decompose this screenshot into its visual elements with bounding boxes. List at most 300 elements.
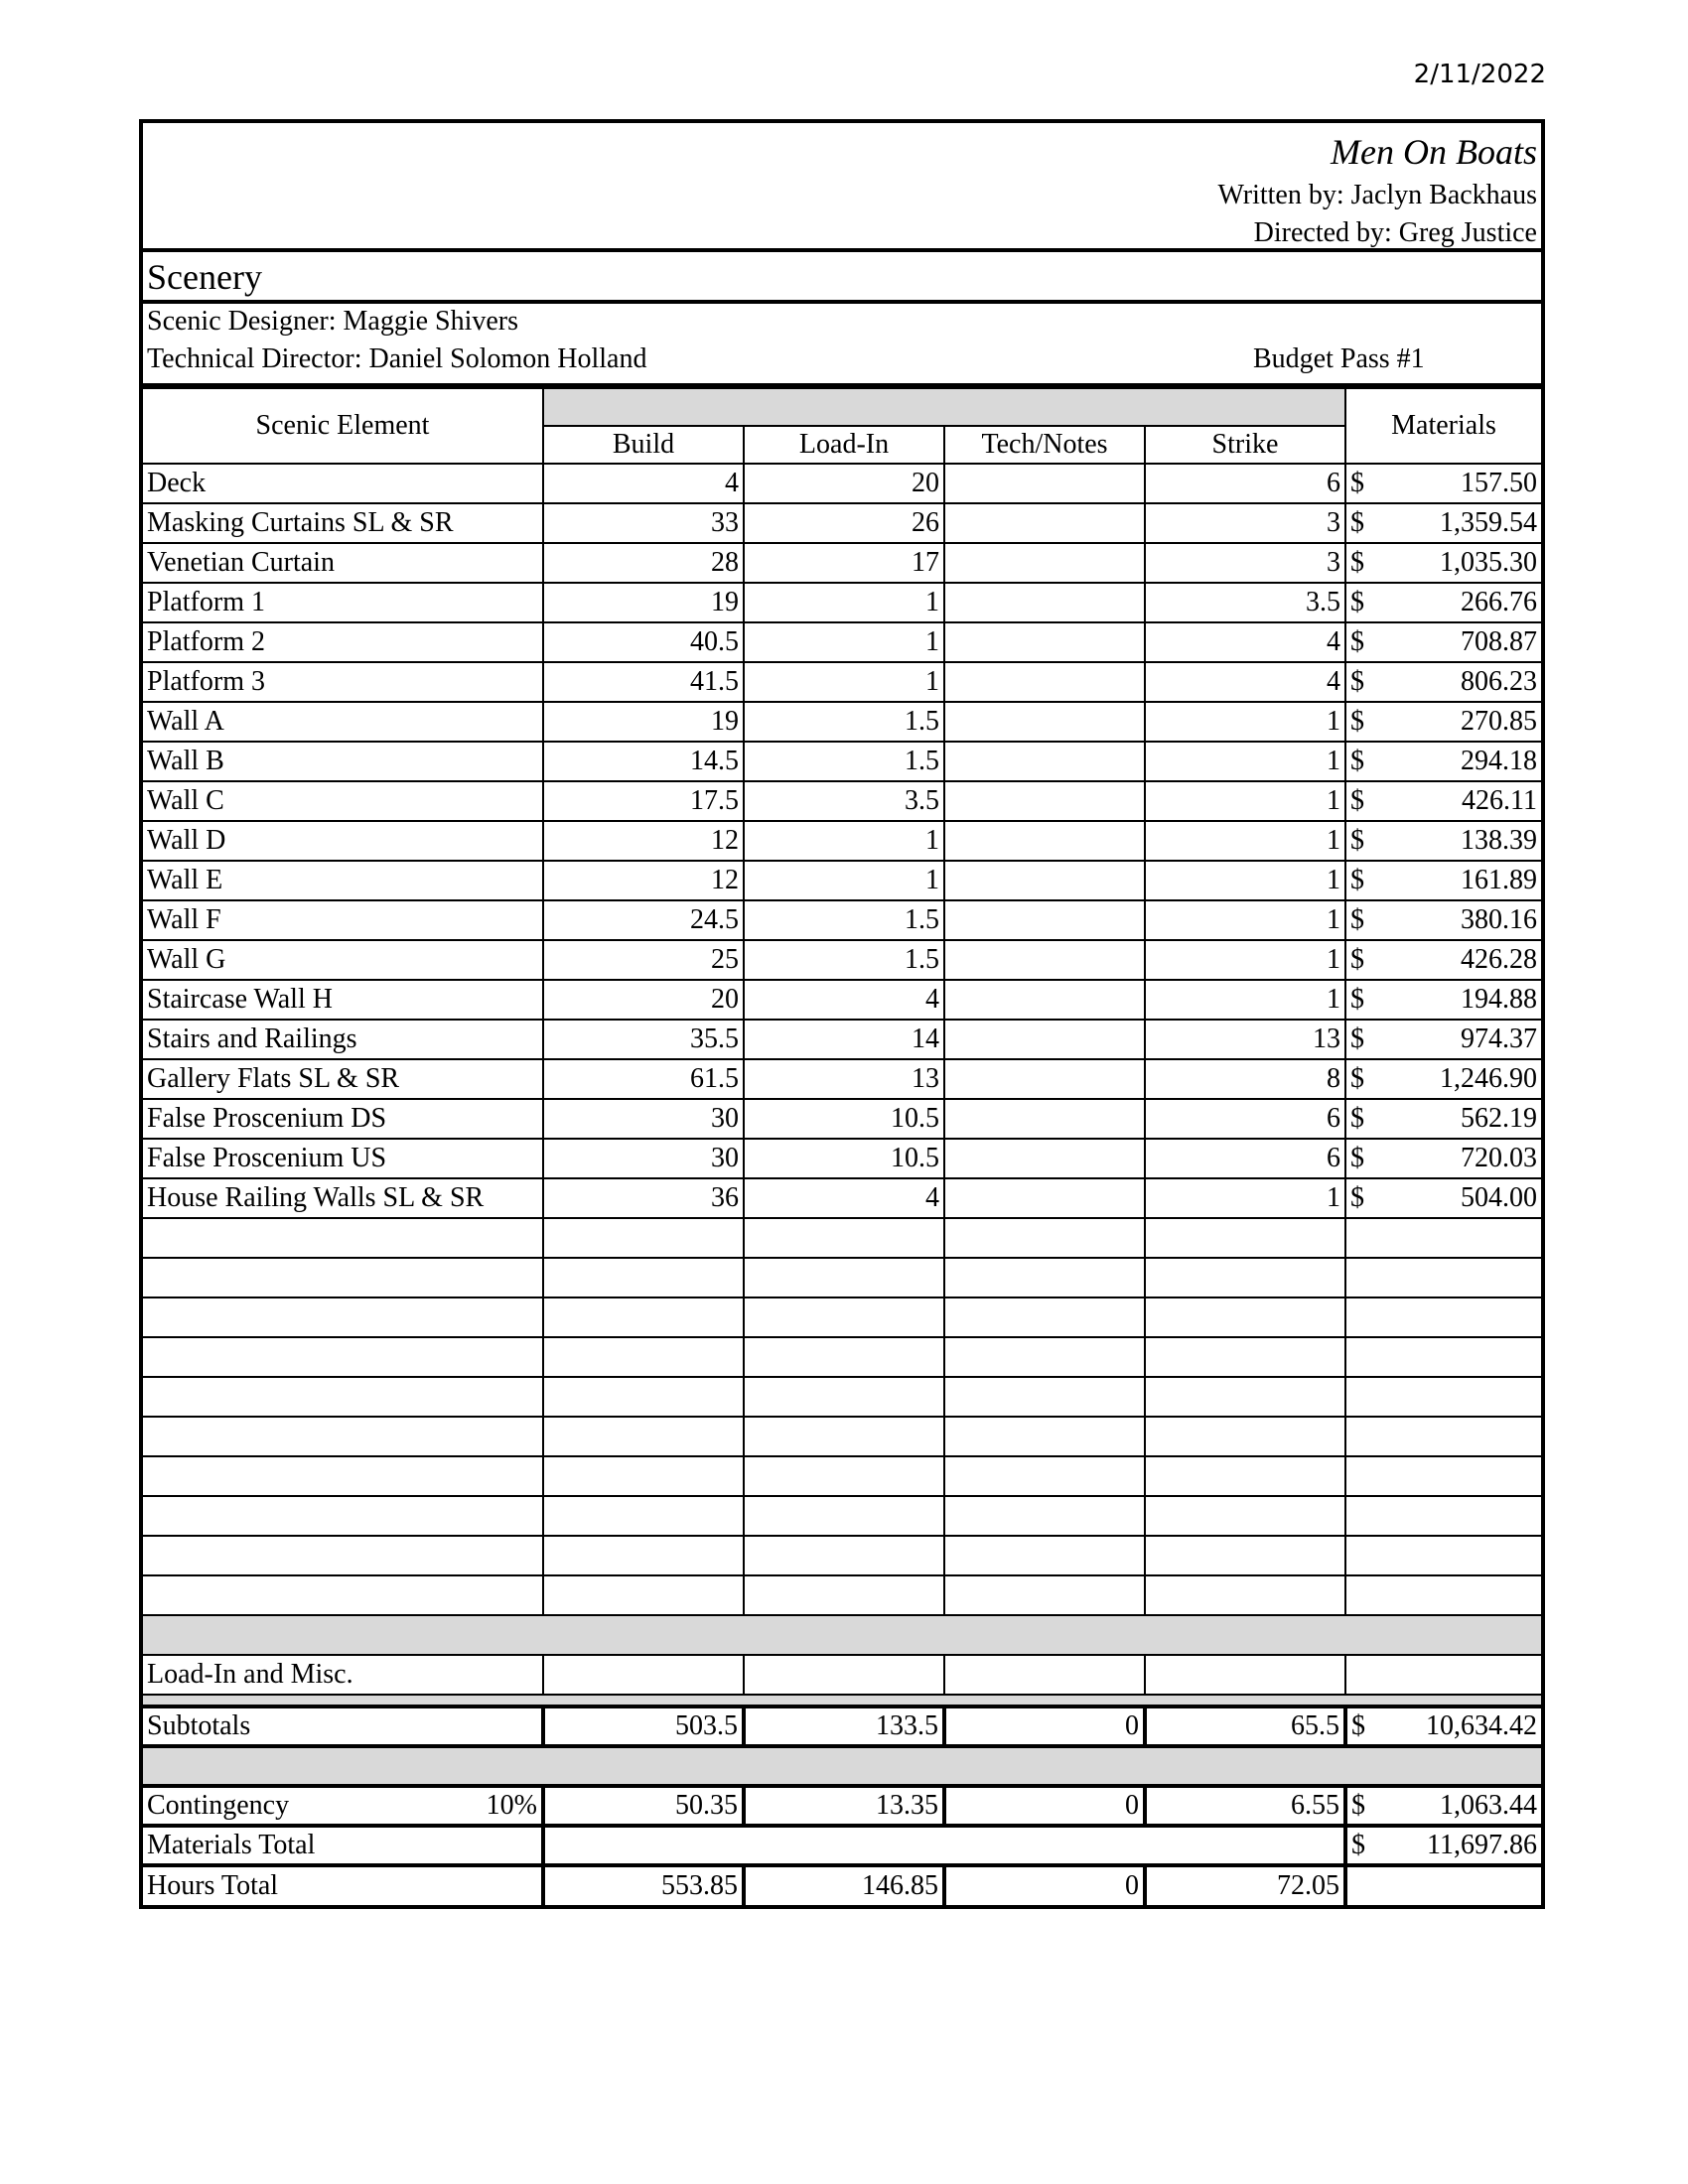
build-hours: 12	[543, 861, 744, 900]
blank-cell	[1345, 1456, 1541, 1496]
table-row	[143, 622, 1541, 662]
build-hours: 35.5	[543, 1020, 744, 1059]
currency-symbol: $	[1350, 1063, 1364, 1094]
currency-symbol: $	[1350, 1182, 1364, 1213]
blank-cell	[1345, 1337, 1541, 1377]
materials-cell	[1345, 1826, 1541, 1865]
currency-symbol: $	[1350, 626, 1364, 657]
tech-notes	[944, 1099, 1145, 1139]
header-strike: Strike	[1145, 426, 1345, 464]
blank-cell	[143, 1496, 543, 1536]
tech-notes	[944, 742, 1145, 781]
document-date: 2/11/2022	[1413, 60, 1546, 89]
element-name: Stairs and Railings	[143, 1020, 543, 1059]
materials-cell	[1345, 583, 1541, 622]
materials-value: 138.39	[1461, 825, 1537, 856]
strike-hours: 13	[1145, 1020, 1345, 1059]
materials-value: 708.87	[1461, 626, 1537, 657]
blank-cell	[744, 1417, 944, 1456]
load-in-hours: 17	[744, 543, 944, 583]
table-row	[143, 742, 1541, 781]
blank-row	[143, 1377, 1541, 1417]
table-row	[143, 980, 1541, 1020]
blank-cell	[944, 1377, 1145, 1417]
tech-notes	[944, 543, 1145, 583]
build-hours: 30	[543, 1099, 744, 1139]
subtotal-tech: 0	[944, 1706, 1145, 1746]
element-name: False Proscenium US	[143, 1139, 543, 1178]
tech-notes	[944, 781, 1145, 821]
strike-hours: 4	[1145, 662, 1345, 702]
technical-director: Technical Director: Daniel Solomon Holland	[147, 343, 647, 374]
blank-cell	[1345, 1865, 1541, 1905]
blank-cell	[1345, 1536, 1541, 1575]
load-in-hours: 1	[744, 622, 944, 662]
build-hours: 12	[543, 821, 744, 861]
currency-symbol: $	[1350, 547, 1364, 578]
build-hours: 28	[543, 543, 744, 583]
build-hours: 40.5	[543, 622, 744, 662]
blank-cell	[143, 1218, 543, 1258]
build-hours: 14.5	[543, 742, 744, 781]
element-name: Gallery Flats SL & SR	[143, 1059, 543, 1099]
blank-cell	[944, 1337, 1145, 1377]
materials-value: 504.00	[1461, 1182, 1537, 1213]
element-name: Deck	[143, 464, 543, 503]
element-name: Wall B	[143, 742, 543, 781]
table-row	[143, 821, 1541, 861]
load-in-hours: 20	[744, 464, 944, 503]
strike-hours: 4	[1145, 622, 1345, 662]
blank-cell	[143, 1297, 543, 1337]
table-row	[143, 464, 1541, 503]
materials-cell	[1345, 742, 1541, 781]
element-name: Wall D	[143, 821, 543, 861]
tech-notes	[944, 980, 1145, 1020]
blank-cell	[543, 1297, 744, 1337]
blank-cell	[1345, 1575, 1541, 1615]
currency-symbol: $	[1350, 944, 1364, 975]
tech-notes	[944, 1059, 1145, 1099]
table-row	[143, 662, 1541, 702]
materials-cell	[1345, 1178, 1541, 1218]
table-row	[143, 900, 1541, 940]
blank-cell	[944, 1456, 1145, 1496]
strike-hours: 1	[1145, 861, 1345, 900]
blank-cell	[1145, 1536, 1345, 1575]
gray-band	[143, 1695, 1541, 1706]
contingency-percent: 10%	[486, 1790, 537, 1821]
blank-cell	[744, 1377, 944, 1417]
blank-cell	[1145, 1337, 1345, 1377]
blank-row	[143, 1456, 1541, 1496]
currency-symbol: $	[1351, 1830, 1365, 1860]
play-title: Men On Boats	[1331, 132, 1537, 172]
table-row	[143, 583, 1541, 622]
load-in-misc-row	[143, 1655, 1541, 1695]
tech-notes	[944, 503, 1145, 543]
blank-cell	[1145, 1417, 1345, 1456]
materials-value: 10,634.42	[1426, 1710, 1537, 1741]
load-in-hours: 1.5	[744, 900, 944, 940]
materials-cell	[1345, 622, 1541, 662]
materials-value: 806.23	[1461, 666, 1537, 697]
blank-cell	[543, 1456, 744, 1496]
element-name: Venetian Curtain	[143, 543, 543, 583]
strike-hours: 6	[1145, 1099, 1345, 1139]
table-row	[143, 940, 1541, 980]
header-load-in: Load-In	[744, 426, 944, 464]
currency-symbol: $	[1351, 1790, 1365, 1821]
blank-cell	[944, 1258, 1145, 1297]
gray-band	[143, 1746, 1541, 1786]
table-row	[143, 1178, 1541, 1218]
currency-symbol: $	[1350, 706, 1364, 737]
contingency-load-in: 13.35	[744, 1786, 944, 1826]
load-in-hours: 26	[744, 503, 944, 543]
blank-cell	[744, 1536, 944, 1575]
build-hours: 19	[543, 702, 744, 742]
materials-value: 1,359.54	[1440, 507, 1537, 538]
materials-value: 194.88	[1461, 984, 1537, 1015]
blank-cell	[543, 1496, 744, 1536]
strike-hours: 1	[1145, 900, 1345, 940]
element-name: Wall E	[143, 861, 543, 900]
table-row	[143, 861, 1541, 900]
blank-row	[143, 1258, 1541, 1297]
materials-cell	[1345, 662, 1541, 702]
load-in-hours: 14	[744, 1020, 944, 1059]
element-name: Staircase Wall H	[143, 980, 543, 1020]
blank-cell	[1345, 1297, 1541, 1337]
contingency-label: Contingency	[147, 1790, 290, 1821]
scenic-designer: Scenic Designer: Maggie Shivers	[147, 306, 519, 337]
tech-notes	[944, 702, 1145, 742]
blank-cell	[1145, 1575, 1345, 1615]
strike-hours: 6	[1145, 464, 1345, 503]
blank-cell	[744, 1655, 944, 1695]
tech-notes	[944, 900, 1145, 940]
contingency-tech: 0	[944, 1786, 1145, 1826]
materials-value: 1,246.90	[1440, 1063, 1537, 1094]
blank-cell	[1145, 1496, 1345, 1536]
blank-cell	[744, 1258, 944, 1297]
currency-symbol: $	[1350, 984, 1364, 1015]
blank-cell	[944, 1575, 1145, 1615]
materials-cell	[1345, 980, 1541, 1020]
blank-cell	[944, 1536, 1145, 1575]
element-name: False Proscenium DS	[143, 1099, 543, 1139]
header-gray-band	[543, 388, 1345, 426]
contingency-cell	[143, 1786, 543, 1826]
materials-cell	[1345, 503, 1541, 543]
contingency-row	[143, 1786, 1541, 1826]
materials-value: 426.11	[1462, 785, 1537, 816]
build-hours: 25	[543, 940, 744, 980]
currency-symbol: $	[1350, 1103, 1364, 1134]
blank-cell	[1345, 1655, 1541, 1695]
load-in-hours: 1	[744, 821, 944, 861]
blank-cell	[1145, 1655, 1345, 1695]
currency-symbol: $	[1350, 825, 1364, 856]
table-row	[143, 1059, 1541, 1099]
table-row	[143, 1139, 1541, 1178]
blank-cell	[543, 1536, 744, 1575]
materials-value: 974.37	[1461, 1024, 1537, 1054]
materials-value: 294.18	[1461, 746, 1537, 776]
hours-total-row	[143, 1865, 1541, 1905]
blank-cell	[1345, 1258, 1541, 1297]
subtotal-strike: 65.5	[1145, 1706, 1345, 1746]
blank-cell	[944, 1218, 1145, 1258]
blank-cell	[744, 1218, 944, 1258]
blank-row	[143, 1297, 1541, 1337]
element-name: Wall C	[143, 781, 543, 821]
subtotals-label: Subtotals	[143, 1706, 543, 1746]
load-in-hours: 4	[744, 980, 944, 1020]
materials-value: 266.76	[1461, 587, 1537, 617]
materials-value: 161.89	[1461, 865, 1537, 895]
strike-hours: 1	[1145, 742, 1345, 781]
strike-hours: 3.5	[1145, 583, 1345, 622]
blank-cell	[543, 1258, 744, 1297]
tech-notes	[944, 821, 1145, 861]
header-row-top	[143, 388, 1541, 426]
hours-total-build: 553.85	[543, 1865, 744, 1905]
blank-cell	[944, 1297, 1145, 1337]
tech-notes	[944, 1020, 1145, 1059]
blank-cell	[944, 1496, 1145, 1536]
hours-total-strike: 72.05	[1145, 1865, 1345, 1905]
gray-separator	[143, 1746, 1541, 1786]
hours-total-label: Hours Total	[143, 1865, 543, 1905]
build-hours: 4	[543, 464, 744, 503]
materials-value: 157.50	[1461, 468, 1537, 498]
load-in-hours: 1.5	[744, 742, 944, 781]
tech-notes	[944, 464, 1145, 503]
blank-cell	[744, 1456, 944, 1496]
subtotal-build: 503.5	[543, 1706, 744, 1746]
build-hours: 17.5	[543, 781, 744, 821]
currency-symbol: $	[1350, 507, 1364, 538]
header-build: Build	[543, 426, 744, 464]
strike-hours: 3	[1145, 543, 1345, 583]
blank-row	[143, 1496, 1541, 1536]
blank-cell	[143, 1258, 543, 1297]
blank-cell	[143, 1456, 543, 1496]
load-in-hours: 1	[744, 583, 944, 622]
currency-symbol: $	[1350, 1024, 1364, 1054]
strike-hours: 6	[1145, 1139, 1345, 1178]
materials-cell	[1345, 1059, 1541, 1099]
blank-cell	[143, 1417, 543, 1456]
currency-symbol: $	[1350, 904, 1364, 935]
tech-notes	[944, 1139, 1145, 1178]
gray-separator	[143, 1695, 1541, 1706]
blank-row	[143, 1536, 1541, 1575]
materials-total-label: Materials Total	[143, 1826, 543, 1865]
tech-notes	[944, 1178, 1145, 1218]
blank-cell	[744, 1297, 944, 1337]
materials-value: 426.28	[1461, 944, 1537, 975]
blank-row	[143, 1218, 1541, 1258]
build-hours: 20	[543, 980, 744, 1020]
gray-band	[143, 1615, 1541, 1655]
load-in-hours: 10.5	[744, 1139, 944, 1178]
blank-cell	[944, 1417, 1145, 1456]
blank-cell	[1145, 1377, 1345, 1417]
section-title: Scenery	[143, 252, 1541, 304]
load-in-hours: 1.5	[744, 940, 944, 980]
blank-cell	[1145, 1258, 1345, 1297]
materials-cell	[1345, 1099, 1541, 1139]
hours-total-tech: 0	[944, 1865, 1145, 1905]
blank-cell	[1145, 1218, 1345, 1258]
load-in-hours: 3.5	[744, 781, 944, 821]
blank-cell	[143, 1575, 543, 1615]
materials-cell	[1345, 861, 1541, 900]
load-in-misc-label: Load-In and Misc.	[143, 1655, 543, 1695]
blank-cell	[543, 1377, 744, 1417]
header-scenic-element: Scenic Element	[143, 388, 543, 464]
element-name: House Railing Walls SL & SR	[143, 1178, 543, 1218]
materials-cell	[1345, 1020, 1541, 1059]
header-materials: Materials	[1345, 388, 1541, 464]
materials-total-row	[143, 1826, 1541, 1865]
blank-cell	[143, 1337, 543, 1377]
load-in-hours: 4	[744, 1178, 944, 1218]
build-hours: 36	[543, 1178, 744, 1218]
budget-table	[143, 387, 1541, 1905]
currency-symbol: $	[1351, 1710, 1365, 1741]
materials-value: 380.16	[1461, 904, 1537, 935]
materials-total-span	[543, 1826, 1345, 1865]
strike-hours: 1	[1145, 821, 1345, 861]
table-row	[143, 702, 1541, 742]
materials-cell	[1345, 940, 1541, 980]
build-hours: 24.5	[543, 900, 744, 940]
strike-hours: 1	[1145, 781, 1345, 821]
directed-by: Directed by: Greg Justice	[1253, 217, 1537, 248]
subtotals-row	[143, 1706, 1541, 1746]
build-hours: 61.5	[543, 1059, 744, 1099]
currency-symbol: $	[1350, 865, 1364, 895]
blank-row	[143, 1575, 1541, 1615]
currency-symbol: $	[1350, 785, 1364, 816]
materials-cell	[1345, 781, 1541, 821]
build-hours: 19	[543, 583, 744, 622]
tech-notes	[944, 940, 1145, 980]
currency-symbol: $	[1350, 666, 1364, 697]
currency-symbol: $	[1350, 587, 1364, 617]
blank-cell	[1145, 1297, 1345, 1337]
materials-cell	[1345, 900, 1541, 940]
tech-notes	[944, 861, 1145, 900]
contingency-build: 50.35	[543, 1786, 744, 1826]
element-name: Wall A	[143, 702, 543, 742]
materials-value: 720.03	[1461, 1143, 1537, 1173]
blank-cell	[744, 1575, 944, 1615]
blank-cell	[143, 1377, 543, 1417]
build-hours: 30	[543, 1139, 744, 1178]
strike-hours: 1	[1145, 980, 1345, 1020]
materials-value: 270.85	[1461, 706, 1537, 737]
element-name: Wall G	[143, 940, 543, 980]
load-in-hours: 1	[744, 662, 944, 702]
table-row	[143, 503, 1541, 543]
materials-value: 1,063.44	[1440, 1790, 1537, 1821]
build-hours: 33	[543, 503, 744, 543]
strike-hours: 1	[1145, 1178, 1345, 1218]
blank-cell	[944, 1655, 1145, 1695]
currency-symbol: $	[1350, 1143, 1364, 1173]
gray-separator	[143, 1615, 1541, 1655]
budget-sheet	[139, 119, 1545, 1909]
materials-cell	[1345, 821, 1541, 861]
table-row	[143, 1099, 1541, 1139]
materials-value: 11,697.86	[1427, 1830, 1537, 1860]
strike-hours: 1	[1145, 940, 1345, 980]
tech-notes	[944, 622, 1145, 662]
materials-value: 1,035.30	[1440, 547, 1537, 578]
blank-cell	[744, 1496, 944, 1536]
table-row	[143, 543, 1541, 583]
blank-cell	[744, 1337, 944, 1377]
strike-hours: 8	[1145, 1059, 1345, 1099]
strike-hours: 3	[1145, 503, 1345, 543]
materials-cell	[1345, 543, 1541, 583]
table-row	[143, 1020, 1541, 1059]
blank-cell	[1345, 1218, 1541, 1258]
subtotal-load-in: 133.5	[744, 1706, 944, 1746]
strike-hours: 1	[1145, 702, 1345, 742]
header-tech-notes: Tech/Notes	[944, 426, 1145, 464]
load-in-hours: 1	[744, 861, 944, 900]
materials-cell	[1345, 702, 1541, 742]
element-name: Platform 3	[143, 662, 543, 702]
element-name: Platform 1	[143, 583, 543, 622]
blank-row	[143, 1337, 1541, 1377]
blank-cell	[543, 1575, 744, 1615]
blank-row	[143, 1417, 1541, 1456]
element-name: Masking Curtains SL & SR	[143, 503, 543, 543]
build-hours: 41.5	[543, 662, 744, 702]
currency-symbol: $	[1350, 746, 1364, 776]
blank-cell	[1145, 1456, 1345, 1496]
blank-cell	[143, 1536, 543, 1575]
blank-cell	[543, 1655, 744, 1695]
blank-cell	[1345, 1417, 1541, 1456]
blank-cell	[543, 1337, 744, 1377]
load-in-hours: 13	[744, 1059, 944, 1099]
element-name: Platform 2	[143, 622, 543, 662]
written-by: Written by: Jaclyn Backhaus	[1217, 180, 1537, 210]
hours-total-load-in: 146.85	[744, 1865, 944, 1905]
contingency-strike: 6.55	[1145, 1786, 1345, 1826]
blank-cell	[1345, 1496, 1541, 1536]
blank-cell	[543, 1218, 744, 1258]
load-in-hours: 10.5	[744, 1099, 944, 1139]
title-block	[143, 123, 1541, 252]
blank-cell	[543, 1417, 744, 1456]
table-row	[143, 781, 1541, 821]
materials-cell	[1345, 1706, 1541, 1746]
budget-pass: Budget Pass #1	[1253, 343, 1425, 374]
load-in-hours: 1.5	[744, 702, 944, 742]
tech-notes	[944, 583, 1145, 622]
materials-cell	[1345, 464, 1541, 503]
tech-notes	[944, 662, 1145, 702]
